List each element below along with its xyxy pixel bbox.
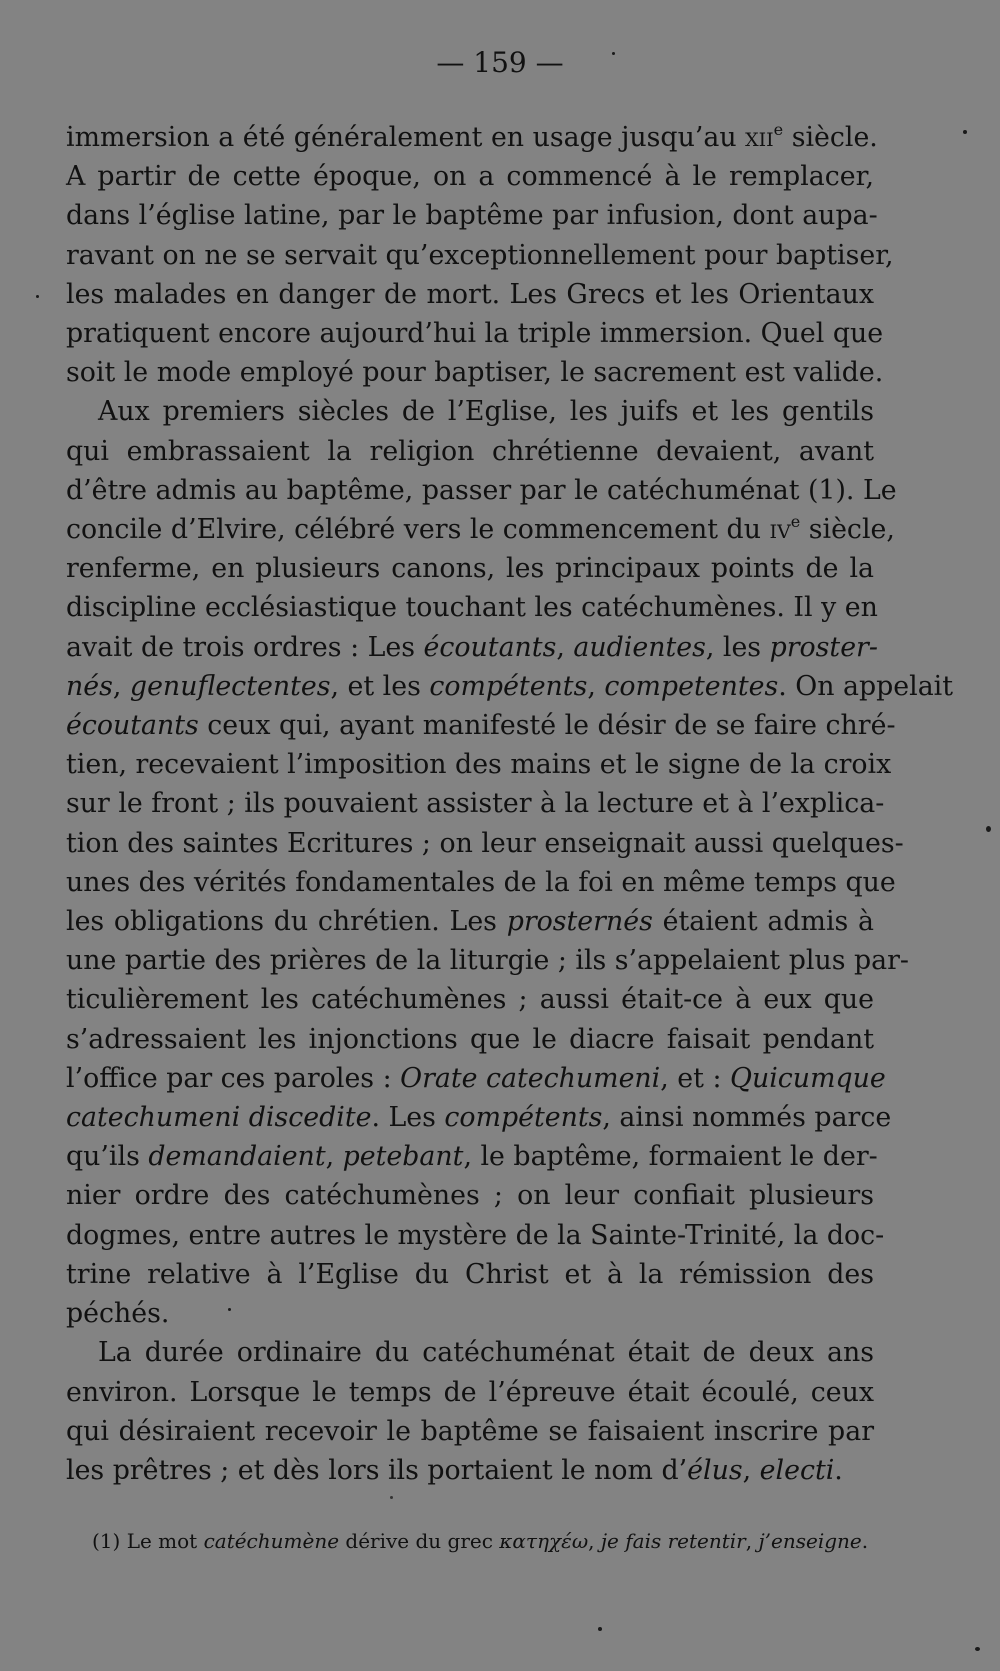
text-run: qui désiraient recevoir le baptême se faisaient inscrire par [66,1415,874,1447]
superscript: e [790,511,801,531]
text-run: . [861,1529,869,1553]
text-run: , [745,1529,759,1553]
text-line [66,628,878,667]
text-run: dans l’église latine, par le baptême par infusion, dont aupa- [66,200,878,232]
text-line [66,667,954,706]
italic-text: proster- [769,631,878,663]
text-run: qu’ils [66,1141,149,1173]
text-line [66,1255,874,1294]
text-run: ceux qui, ayant manifesté le désir de se faire chré- [198,710,896,742]
text-run: avait de trois ordres : Les [66,631,424,663]
text-line [66,1098,892,1137]
text-run: tion des saintes Ecritures ; on leur enseignait aussi quelques- [66,827,904,859]
text-run: discipline ecclésiastique touchant les catéchumènes. Il y en [66,592,878,624]
scan-speck [963,130,967,134]
italic-text: electi [759,1454,835,1486]
text-run: , et : [660,1062,730,1094]
text-line [66,549,874,588]
text-line [66,588,878,627]
text-run: A partir de cette époque, on a commencé à le remplacer, [66,161,874,193]
text-line [66,1294,874,1333]
text-line [66,196,878,235]
text-line [66,784,885,823]
text-run: siècle, [800,514,895,546]
text-run: concile d’Elvire, célébré vers le commencement du [66,514,770,546]
text-line [66,275,874,314]
italic-text: catechumeni discedite [66,1102,372,1134]
text-run: , le baptême, formaient le der- [463,1141,878,1173]
text-run: dérive du grec [339,1529,500,1553]
page-number: — 159 — [436,46,564,79]
text-run: pratiquent encore aujourd’hui la triple immersion. Quel que [66,318,884,350]
text-run: l’office par ces paroles : [66,1062,401,1094]
text-line [66,236,894,275]
text-line [66,824,904,863]
footnote [92,1526,892,1556]
text-line [66,1216,885,1255]
text-run: s’adressaient les injonctions que le diacre faisait pendant [66,1023,874,1055]
italic-text: je fais retentir [600,1529,746,1553]
italic-text: catéchumène [203,1529,340,1553]
scan-speck [228,1308,231,1311]
text-run: La durée ordinaire du catéchuménat était de deux ans [98,1337,874,1369]
text-run: les malades en danger de mort. Les Grecs et les Orientaux [66,278,874,310]
text-line [66,471,897,510]
text-run: . [834,1454,843,1486]
italic-text: Orate catechumeni [400,1062,661,1094]
paragraph [66,118,894,392]
italic-text: écoutants [423,631,557,663]
italic-text: nés [66,670,113,702]
text-run: soit le mode employé pour baptiser, le sacrement est valide. [66,357,884,389]
italic-text: demandaient [148,1141,326,1173]
text-run: nier ordre des catéchumènes ; on leur confiait plusieurs [66,1180,874,1212]
italic-text: competentes [604,670,779,702]
text-run: Aux premiers siècles de l’Eglise, les juifs et les gentils [98,396,874,428]
scan-speck [612,52,615,55]
text-run: , les [705,631,770,663]
text-run: , [325,1141,343,1173]
text-line [66,941,909,980]
superscript: e [773,119,784,139]
text-line [66,157,874,196]
text-line [66,1412,874,1451]
italic-text: genuflectentes [129,670,331,702]
text-line [66,432,874,471]
text-run: , [112,670,130,702]
italic-text: compétents [444,1102,603,1134]
text-run: immersion a été généralement en usage jusqu’au [66,122,746,153]
text-line [66,314,884,353]
text-run: ticulièrement les catéchumènes ; aussi était-ce à eux que [66,984,874,1016]
text-line [66,1020,874,1059]
text-run: , [556,631,574,663]
text-run: tien, recevaient l’imposition des mains et le signe de la croix [66,749,892,781]
footnote-separator [390,1496,393,1499]
text-run: les obligations du chrétien. Les [66,906,507,938]
text-line [66,510,895,549]
paragraph [66,392,954,1333]
text-run: . On appelait [778,670,954,702]
text-run: siècle. [783,122,878,153]
scan-speck [986,826,991,832]
text-run: sur le front ; ils pouvaient assister à la lecture et à l’explica- [66,788,885,820]
text-run: renferme, en plusieurs canons, les principaux points de la [66,553,874,585]
text-line [66,392,874,431]
text-run: environ. Lorsque le temps de l’épreuve était écoulé, ceux [66,1376,874,1408]
text-run: (1) Le mot [92,1529,204,1553]
text-run: dogmes, entre autres le mystère de la Sainte-Trinité, la doc- [66,1219,885,1251]
text-line [66,1176,874,1215]
text-run: une partie des prières de la liturgie ; ils s’appelaient plus par- [66,945,909,977]
italic-text: κατηχέω [499,1529,589,1553]
text-run: unes des vérités fondamentales de la foi en même temps que [66,866,896,898]
text-run: les prêtres ; et dès lors ils portaient le nom d’ [66,1454,688,1486]
text-line [66,118,878,157]
text-line [66,980,874,1019]
italic-text: écoutants [66,710,199,742]
italic-text: compétents [429,670,588,702]
italic-text: Quicumque [730,1062,886,1094]
text-run: trine relative à l’Eglise du Christ et à la rémission des [66,1258,874,1290]
text-line [66,745,892,784]
text-run: ravant on ne se servait qu’exceptionnellement pour baptiser, [66,239,894,271]
italic-text: audientes [573,631,706,663]
text-line [66,902,874,941]
roman-numeral: xii [745,122,774,153]
text-run: étaient admis à [652,906,874,938]
text-line [66,353,884,392]
text-run: péchés. [66,1298,170,1330]
text-line [66,1373,874,1412]
italic-text: petebant [342,1141,464,1173]
text-run: , [588,1529,601,1553]
text-line [66,863,896,902]
italic-text: prosternés [506,906,653,938]
paragraph [66,1333,874,1490]
roman-numeral: iv [769,514,791,546]
text-run: qui embrassaient la religion chrétienne devaient, avant [66,435,874,467]
text-run: , ainsi nommés parce [602,1102,892,1134]
text-run: , [587,670,605,702]
text-line [66,706,896,745]
text-line [66,1333,874,1372]
italic-text: j’enseigne [758,1529,862,1553]
text-line [66,1451,874,1490]
scan-speck [975,1647,980,1651]
text-line [66,1137,878,1176]
scan-speck [36,295,39,298]
text-run: , [742,1454,760,1486]
scan-speck [598,1627,602,1631]
text-line [66,1059,886,1098]
text-run: , et les [330,670,430,702]
text-run: . Les [371,1102,445,1134]
italic-text: élus [687,1454,743,1486]
text-run: d’être admis au baptême, passer par le catéchuménat (1). Le [66,474,897,506]
body-text [66,118,954,1490]
